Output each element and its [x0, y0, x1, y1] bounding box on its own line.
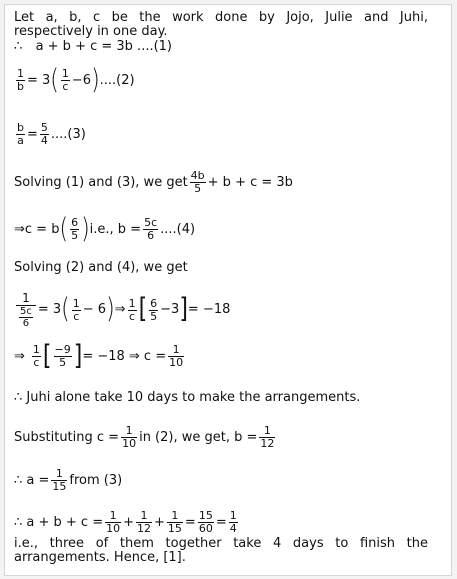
- fraction-6-over-5: $\frac{6}{5}$: [71, 216, 79, 242]
- fraction-1-over-c-a: $\frac{1}{c}$: [72, 296, 80, 323]
- fraction-1-over-b: $\frac{1}{b}$: [17, 67, 24, 93]
- fraction-minus9-over-5: $\frac{-9}{5}$: [54, 343, 71, 369]
- equation-4: ⇒c = b( $\frac{6}{5}$ )i.e., b = $\frac{5c}{6}$ ....(4): [14, 213, 196, 245]
- fraction-1-over-c-c: $\frac{1}{c}$: [32, 343, 40, 369]
- solution-card: [4, 4, 452, 576]
- fraction-5-over-4: $\frac{5}{4}$: [40, 121, 48, 147]
- fraction-1-over-15: $\frac{1}{15}$: [52, 467, 67, 493]
- final-line-2: arrangements. Hence, [1].: [14, 550, 186, 565]
- equation-3: $\frac{b}{a}$ = $\frac{5}{4}$ ....(3): [17, 121, 86, 147]
- equation-1: [14, 40, 172, 54]
- final-line-1: i.e., three of them together take 4 days to finish the: [14, 536, 428, 551]
- sum-fraction-1: $\frac{1}{10}$: [106, 509, 121, 535]
- compound-fraction: $\frac{1}{\frac{5c}{6}}$: [16, 291, 36, 329]
- sum-fraction-5: $\frac{1}{4}$: [229, 509, 237, 535]
- juhi-conclusion: ∴ Juhi alone take 10 days to make the arrangements.: [14, 390, 361, 405]
- therefore-symbol: ∴: [14, 39, 23, 54]
- fraction-4b-over-5: $\frac{4b}{5}$: [190, 169, 205, 195]
- fraction-1-over-10-b: $\frac{1}{10}$: [122, 424, 137, 450]
- sum-fraction-3: $\frac{1}{15}$: [167, 509, 182, 535]
- substitution-line: Substituting c = $\frac{1}{10}$ in (2), we get, b = $\frac{1}{12}$: [14, 424, 275, 450]
- sum-equation: ∴ a + b + c = $\frac{1}{10}$ + $\frac{1}{12}$ + $\frac{1}{15}$ = $\frac{15}{60}$ = $\frac{1}{4}$: [14, 509, 237, 535]
- fraction-1-over-c-b: $\frac{1}{c}$: [128, 296, 136, 323]
- solving-1-and-3: Solving (1) and (3), we get $\frac{4b}{5}$ + b + c = 3b: [14, 169, 293, 195]
- sum-fraction-4: $\frac{15}{60}$: [198, 509, 213, 535]
- equation-5: $\frac{1}{\frac{5c}{6}}$ = 3( $\frac{1}{c}$ − 6)⇒ $\frac{1}{c}$ [ $\frac{6}{5}$ −3]= −18: [14, 291, 230, 329]
- equation-1-text: a + b + c = 3b ....(1): [35, 39, 172, 54]
- fraction-5c-over-6: $\frac{5c}{6}$: [144, 216, 158, 242]
- sum-fraction-2: $\frac{1}{12}$: [137, 509, 152, 535]
- fraction-1-over-10: $\frac{1}{10}$: [169, 343, 184, 369]
- fraction-1-over-c: $\frac{1}{c}$: [61, 67, 69, 93]
- intro-line-2: respectively in one day.: [14, 24, 168, 39]
- fraction-b-over-a: $\frac{b}{a}$: [17, 121, 24, 147]
- fraction-6-over-5-b: $\frac{6}{5}$: [150, 296, 158, 323]
- equation-2: $\frac{1}{b}$ = 3( $\frac{1}{c}$ −6)....(2): [17, 64, 135, 96]
- value-of-a: ∴ a = $\frac{1}{15}$ from (3): [14, 467, 123, 493]
- fraction-1-over-12: $\frac{1}{12}$: [260, 424, 275, 450]
- equation-6: ⇒ $\frac{1}{c}$ [ $\frac{-9}{5}$ ]= −18 ⇒ c = $\frac{1}{10}$: [14, 340, 184, 372]
- solving-2-and-4: Solving (2) and (4), we get: [14, 260, 188, 275]
- intro-line-1: Let a, b, c be the work done by Jojo, Julie and Juhi,: [14, 10, 428, 25]
